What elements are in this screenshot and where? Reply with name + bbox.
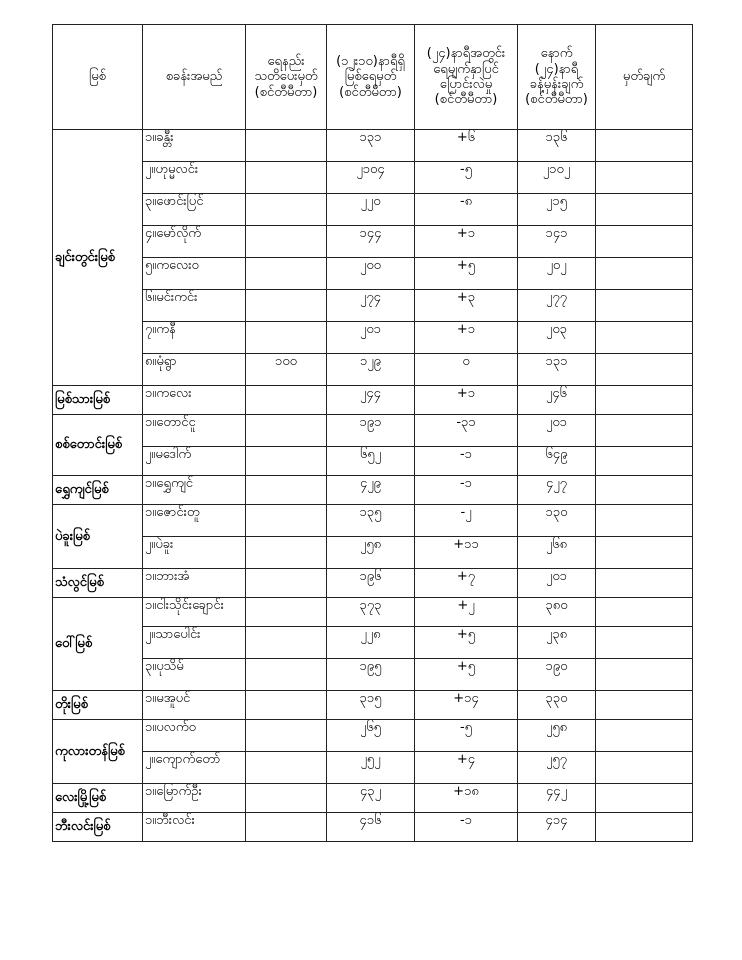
observed-level-cell: ၁၉၁: [327, 415, 415, 447]
remarks-cell: [596, 322, 693, 354]
station-name-cell: ၃။ပုသိမ်: [143, 659, 246, 691]
river-name-cell: သံလွင်မြစ်: [53, 569, 143, 598]
observed-level-cell: ၃၇၃: [327, 598, 415, 627]
warning-level-cell: [246, 784, 327, 813]
table-row: [53, 258, 693, 290]
change-cell: ၀: [415, 354, 518, 386]
change-cell: +၅: [415, 258, 518, 290]
change-cell: -၅: [415, 162, 518, 194]
remarks-cell: [596, 258, 693, 290]
observed-level-cell: ၂၄၄: [327, 386, 415, 415]
warning-level-cell: [246, 598, 327, 627]
remarks-cell: [596, 354, 693, 386]
change-cell: -၁: [415, 813, 518, 842]
change-cell: +၆: [415, 130, 518, 162]
remarks-cell: [596, 476, 693, 505]
change-cell: -၅: [415, 720, 518, 752]
forecast-cell: ၁၄၁: [518, 226, 596, 258]
warning-level-cell: [246, 447, 327, 476]
forecast-cell: ၂၆၈: [518, 537, 596, 569]
table-row: [53, 386, 693, 415]
table-row: [53, 784, 693, 813]
forecast-cell: ၂၁၅: [518, 194, 596, 226]
remarks-cell: [596, 627, 693, 659]
table-row: [53, 505, 693, 537]
table-row: [53, 691, 693, 720]
change-cell: +၄: [415, 752, 518, 784]
header-warning-level: ရေနည်း သတိပေးမှတ် (စင်တီမီတာ): [246, 25, 327, 130]
station-name-cell: ၁။ရွှေကျင်: [143, 476, 246, 505]
table-row: [53, 226, 693, 258]
change-cell: +၂: [415, 598, 518, 627]
warning-level-cell: [246, 162, 327, 194]
station-name-cell: ၈။မုံရွာ: [143, 354, 246, 386]
warning-level-cell: [246, 386, 327, 415]
station-name-cell: ၇။ကနီ: [143, 322, 246, 354]
observed-level-cell: ၂၁၀၄: [327, 162, 415, 194]
river-name-cell: ချင်းတွင်းမြစ်: [53, 130, 143, 386]
river-name-cell: ဝေါ်မြစ်: [53, 598, 143, 691]
change-cell: +၇: [415, 569, 518, 598]
forecast-cell: ၂၀၁: [518, 415, 596, 447]
change-cell: +၁၈: [415, 784, 518, 813]
station-name-cell: ၆။မင်းကင်း: [143, 290, 246, 322]
table-row: [53, 813, 693, 842]
observed-level-cell: ၂၂၀: [327, 194, 415, 226]
header-24h-change: (၂၄)နာရီအတွင်း ရေမျက်နှာပြင် ပြောင်းလဲမှု (စင်တီမီတာ): [415, 25, 518, 130]
river-water-level-table: [52, 24, 693, 842]
forecast-cell: ၄၄၂: [518, 784, 596, 813]
station-name-cell: ၂။ပဲခူး: [143, 537, 246, 569]
table-row: [53, 415, 693, 447]
change-cell: -၂: [415, 505, 518, 537]
table-row: [53, 130, 693, 162]
observed-level-cell: ၄၃၂: [327, 784, 415, 813]
change-cell: +၁: [415, 322, 518, 354]
header-row: [53, 25, 693, 130]
remarks-cell: [596, 415, 693, 447]
observed-level-cell: ၂၅၂: [327, 752, 415, 784]
header-station: စခန်းအမည်: [143, 25, 246, 130]
observed-level-cell: ၄၁၆: [327, 813, 415, 842]
forecast-cell: ၂၁၀၂: [518, 162, 596, 194]
table-row: [53, 659, 693, 691]
change-cell: +၁၁: [415, 537, 518, 569]
river-name-cell: ပဲခူးမြစ်: [53, 505, 143, 569]
table-row: [53, 162, 693, 194]
observed-level-cell: ၁၄၄: [327, 226, 415, 258]
station-name-cell: ၁။ဘားအံ: [143, 569, 246, 598]
remarks-cell: [596, 162, 693, 194]
forecast-cell: ၂၇၇: [518, 290, 596, 322]
table-row: [53, 322, 693, 354]
warning-level-cell: [246, 505, 327, 537]
change-cell: -၁: [415, 447, 518, 476]
station-name-cell: ၄။မော်လိုက်: [143, 226, 246, 258]
station-name-cell: ၁။ခန္တီး: [143, 130, 246, 162]
table-row: [53, 627, 693, 659]
station-name-cell: ၂။ကျောက်တော်: [143, 752, 246, 784]
forecast-cell: ၁၃၆: [518, 130, 596, 162]
observed-level-cell: ၂၇၄: [327, 290, 415, 322]
remarks-cell: [596, 447, 693, 476]
remarks-cell: [596, 752, 693, 784]
warning-level-cell: [246, 130, 327, 162]
table-row: [53, 598, 693, 627]
forecast-cell: ၁၃၁: [518, 354, 596, 386]
river-name-cell: မြစ်သားမြစ်: [53, 386, 143, 415]
warning-level-cell: [246, 226, 327, 258]
forecast-cell: ၂၀၂: [518, 258, 596, 290]
remarks-cell: [596, 720, 693, 752]
remarks-cell: [596, 537, 693, 569]
change-cell: +၁: [415, 386, 518, 415]
table-row: [53, 720, 693, 752]
remarks-cell: [596, 813, 693, 842]
forecast-cell: ၂၅၈: [518, 720, 596, 752]
forecast-cell: ၂၀၃: [518, 322, 596, 354]
warning-level-cell: [246, 194, 327, 226]
table-row: [53, 290, 693, 322]
warning-level-cell: [246, 415, 327, 447]
change-cell: -၈: [415, 194, 518, 226]
table-row: [53, 569, 693, 598]
warning-level-cell: [246, 691, 327, 720]
warning-level-cell: [246, 569, 327, 598]
warning-level-cell: [246, 322, 327, 354]
table-row: [53, 194, 693, 226]
station-name-cell: ၁။ကလေး: [143, 386, 246, 415]
warning-level-cell: ၁၀၀: [246, 354, 327, 386]
observed-level-cell: ၂၂၈: [327, 627, 415, 659]
observed-level-cell: ၂၅၈: [327, 537, 415, 569]
change-cell: +၁: [415, 226, 518, 258]
header-river: မြစ်: [53, 25, 143, 130]
warning-level-cell: [246, 752, 327, 784]
warning-level-cell: [246, 813, 327, 842]
station-name-cell: ၃။ဖောင်းပြင်: [143, 194, 246, 226]
station-name-cell: ၁။ငါးသိုင်းချောင်း: [143, 598, 246, 627]
forecast-cell: ၃၈၀: [518, 598, 596, 627]
river-name-cell: လေးမြို့မြစ်: [53, 784, 143, 813]
header-forecast: နောက် (၂၄)နာရီ ခန့်မှန်းချက် (စင်တီမီတာ): [518, 25, 596, 130]
table-row: [53, 476, 693, 505]
table-row: [53, 752, 693, 784]
header-remarks: မှတ်ချက်: [596, 25, 693, 130]
change-cell: +၅: [415, 627, 518, 659]
warning-level-cell: [246, 290, 327, 322]
observed-level-cell: ၁၉၆: [327, 569, 415, 598]
observed-level-cell: ၂၀၁: [327, 322, 415, 354]
station-name-cell: ၅။ကလေးဝ: [143, 258, 246, 290]
warning-level-cell: [246, 258, 327, 290]
forecast-cell: ၆၄၉: [518, 447, 596, 476]
river-name-cell: ရွှေကျင်မြစ်: [53, 476, 143, 505]
forecast-cell: ၁၃၀: [518, 505, 596, 537]
river-name-cell: စစ်တောင်းမြစ်: [53, 415, 143, 476]
table-row: [53, 447, 693, 476]
forecast-cell: ၄၂၇: [518, 476, 596, 505]
forecast-cell: ၂၀၁: [518, 569, 596, 598]
warning-level-cell: [246, 476, 327, 505]
remarks-cell: [596, 130, 693, 162]
change-cell: +၃: [415, 290, 518, 322]
observed-level-cell: ၁၉၅: [327, 659, 415, 691]
river-name-cell: ဘီးလင်းမြစ်: [53, 813, 143, 842]
remarks-cell: [596, 386, 693, 415]
observed-level-cell: ၂၀၀: [327, 258, 415, 290]
remarks-cell: [596, 598, 693, 627]
forecast-cell: ၂၅၇: [518, 752, 596, 784]
station-name-cell: ၁။မအူပင်: [143, 691, 246, 720]
observed-level-cell: ၆၅၂: [327, 447, 415, 476]
remarks-cell: [596, 290, 693, 322]
forecast-cell: ၁၉၀: [518, 659, 596, 691]
observed-level-cell: ၄၂၉: [327, 476, 415, 505]
river-name-cell: ကုလားတန်မြစ်: [53, 720, 143, 784]
remarks-cell: [596, 505, 693, 537]
header-observed-level: (၁၂း၁၀)နာရီရှိ မြစ်ရေမှတ် (စင်တီမီတာ): [327, 25, 415, 130]
observed-level-cell: ၁၃၅: [327, 505, 415, 537]
station-name-cell: ၂။မဒေါက်: [143, 447, 246, 476]
table-body: [53, 130, 693, 842]
observed-level-cell: ၂၆၅: [327, 720, 415, 752]
observed-level-cell: ၁၂၉: [327, 354, 415, 386]
change-cell: +၅: [415, 659, 518, 691]
table-row: [53, 537, 693, 569]
station-name-cell: ၂။သာပေါင်း: [143, 627, 246, 659]
station-name-cell: ၁။ဘီးလင်း: [143, 813, 246, 842]
forecast-cell: ၂၃၈: [518, 627, 596, 659]
remarks-cell: [596, 226, 693, 258]
forecast-cell: ၄၁၄: [518, 813, 596, 842]
station-name-cell: ၁။ပလက်ဝ: [143, 720, 246, 752]
station-name-cell: ၂။ဟုမ္မလင်း: [143, 162, 246, 194]
forecast-cell: ၃၃၀: [518, 691, 596, 720]
warning-level-cell: [246, 627, 327, 659]
observed-level-cell: ၃၁၅: [327, 691, 415, 720]
remarks-cell: [596, 691, 693, 720]
river-name-cell: တိုးမြစ်: [53, 691, 143, 720]
warning-level-cell: [246, 659, 327, 691]
station-name-cell: ၁။မြောက်ဦး: [143, 784, 246, 813]
warning-level-cell: [246, 720, 327, 752]
remarks-cell: [596, 659, 693, 691]
remarks-cell: [596, 784, 693, 813]
forecast-cell: ၂၄၆: [518, 386, 596, 415]
change-cell: -၃၁: [415, 415, 518, 447]
station-name-cell: ၁။တောင်ငူ: [143, 415, 246, 447]
remarks-cell: [596, 569, 693, 598]
table-row: [53, 354, 693, 386]
change-cell: +၁၄: [415, 691, 518, 720]
change-cell: -၁: [415, 476, 518, 505]
warning-level-cell: [246, 537, 327, 569]
remarks-cell: [596, 194, 693, 226]
observed-level-cell: ၁၃၁: [327, 130, 415, 162]
station-name-cell: ၁။ဇောင်းတူ: [143, 505, 246, 537]
